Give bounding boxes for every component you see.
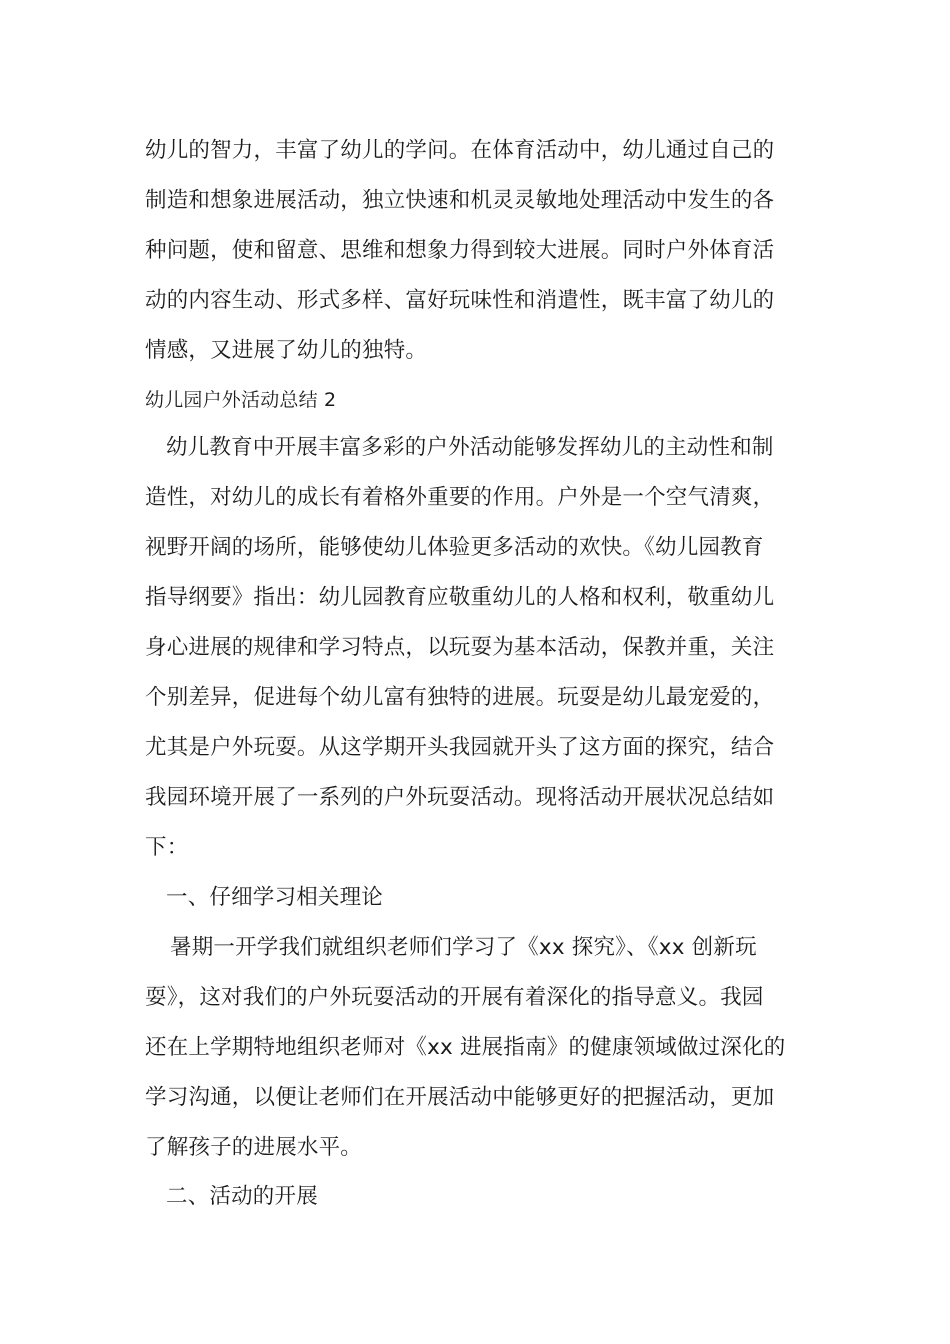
paragraph-line: 学习沟通，以便让老师们在开展活动中能够更好的把握活动，更加 <box>145 1085 775 1110</box>
paragraph-line: 还在上学期特地组织老师对《xx 进展指南》的健康领域做过深化的 <box>145 1035 786 1060</box>
paragraph-line: 尤其是户外玩耍。从这学期开头我园就开头了这方面的探究，结合 <box>145 735 775 760</box>
paragraph-line: 指导纲要》指出：幼儿园教育应敬重幼儿的人格和权利，敬重幼儿 <box>145 585 775 610</box>
paragraph-line: 个别差异，促进每个幼儿富有独特的进展。玩耍是幼儿最宠爱的， <box>145 685 775 710</box>
paragraph-line: 造性，对幼儿的成长有着格外重要的作用。户外是一个空气清爽， <box>145 485 775 510</box>
paragraph-line: 暑期一开学我们就组织老师们学习了《xx 探究》、《xx 创新玩 <box>170 935 757 960</box>
paragraph-line: 耍》，这对我们的户外玩耍活动的开展有着深化的指导意义。我园 <box>145 985 764 1010</box>
section-heading: 一、仔细学习相关理论 <box>166 885 384 910</box>
paragraph-line: 我园环境开展了一系列的户外玩耍活动。现将活动开展状况总结如 <box>145 785 775 810</box>
paragraph-line: 情感，又进展了幼儿的独特。 <box>145 338 428 363</box>
paragraph-line: 了解孩子的进展水平。 <box>145 1135 363 1160</box>
paragraph-line: 视野开阔的场所，能够使幼儿体验更多活动的欢快。《幼儿园教育 <box>145 535 764 560</box>
paragraph-line: 身心进展的规律和学习特点，以玩耍为基本活动，保教并重，关注 <box>145 635 775 660</box>
paragraph-line: 幼儿教育中开展丰富多彩的户外活动能够发挥幼儿的主动性和制 <box>166 435 774 460</box>
paragraph-line: 下： <box>145 835 189 860</box>
paragraph-line: 动的内容生动、形式多样、富好玩味性和消遣性，既丰富了幼儿的 <box>145 288 775 313</box>
paragraph-line: 种问题，使和留意、思维和想象力得到较大进展。同时户外体育活 <box>145 238 775 263</box>
section-heading: 二、活动的开展 <box>166 1184 318 1209</box>
paragraph-line: 幼儿的智力，丰富了幼儿的学问。在体育活动中，幼儿通过自己的 <box>145 138 775 163</box>
paragraph-line: 制造和想象进展活动，独立快速和机灵灵敏地处理活动中发生的各 <box>145 188 775 213</box>
section-title: 幼儿园户外活动总结 2 <box>145 389 337 411</box>
